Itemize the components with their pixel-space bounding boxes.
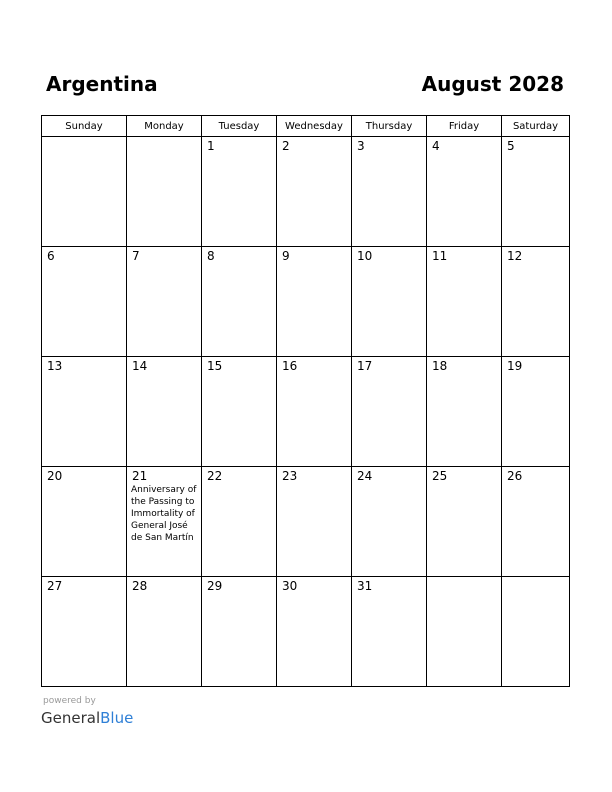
day-cell xyxy=(352,137,427,247)
footer-branding xyxy=(41,696,133,728)
weekday-wednesday: Wednesday xyxy=(277,116,352,137)
week-row xyxy=(42,577,570,687)
day-number: 8 xyxy=(207,249,215,263)
powered-by-label: powered by xyxy=(43,696,96,706)
day-number: 13 xyxy=(47,359,63,373)
month-year-title: August 2028 xyxy=(421,72,564,96)
day-cell xyxy=(352,577,427,687)
day-cell xyxy=(127,247,202,357)
day-cell xyxy=(127,467,202,577)
brand-blue-text: Blue xyxy=(100,709,134,727)
day-cell xyxy=(202,357,277,467)
day-cell xyxy=(202,137,277,247)
day-number xyxy=(42,137,126,139)
day-cell xyxy=(127,577,202,687)
day-cell xyxy=(42,467,127,577)
day-number: 9 xyxy=(282,249,290,263)
weekday-thursday: Thursday xyxy=(352,116,427,137)
day-number: 2 xyxy=(282,139,290,153)
day-cell xyxy=(202,247,277,357)
weekday-friday: Friday xyxy=(427,116,502,137)
day-cell xyxy=(202,577,277,687)
day-number: 14 xyxy=(132,359,148,373)
day-number: 7 xyxy=(132,249,140,263)
day-number: 22 xyxy=(207,469,223,483)
day-number: 12 xyxy=(507,249,523,263)
day-cell xyxy=(352,467,427,577)
day-cell xyxy=(277,137,352,247)
day-cell xyxy=(502,467,570,577)
day-number: 23 xyxy=(282,469,298,483)
day-cell xyxy=(502,577,570,687)
weekday-sunday: Sunday xyxy=(42,116,127,137)
day-cell xyxy=(42,577,127,687)
day-cell xyxy=(427,467,502,577)
day-number: 10 xyxy=(357,249,373,263)
day-number: 17 xyxy=(357,359,373,373)
brand-general-text: General xyxy=(41,709,101,727)
weekday-monday: Monday xyxy=(127,116,202,137)
generalblue-logo[interactable] xyxy=(41,708,133,728)
day-cell xyxy=(427,137,502,247)
day-cell xyxy=(42,357,127,467)
day-number: 1 xyxy=(207,139,215,153)
day-number: 29 xyxy=(207,579,223,593)
day-number: 21 xyxy=(132,469,148,483)
day-number: 3 xyxy=(357,139,365,153)
day-number: 18 xyxy=(432,359,448,373)
day-number: 27 xyxy=(47,579,63,593)
day-number: 30 xyxy=(282,579,298,593)
day-number: 5 xyxy=(507,139,515,153)
week-row xyxy=(42,467,570,577)
day-cell xyxy=(277,247,352,357)
weekday-saturday: Saturday xyxy=(502,116,570,137)
day-cell xyxy=(202,467,277,577)
day-cell xyxy=(427,577,502,687)
day-cell xyxy=(277,577,352,687)
calendar-grid xyxy=(41,115,570,687)
day-number: 15 xyxy=(207,359,223,373)
day-cell xyxy=(42,137,127,247)
day-cell xyxy=(127,357,202,467)
day-number xyxy=(127,137,201,139)
country-title: Argentina xyxy=(46,72,158,96)
day-number: 25 xyxy=(432,469,448,483)
day-cell xyxy=(427,247,502,357)
day-number: 26 xyxy=(507,469,523,483)
day-cell xyxy=(277,357,352,467)
week-row xyxy=(42,247,570,357)
day-number xyxy=(502,577,569,579)
day-number: 4 xyxy=(432,139,440,153)
day-number xyxy=(427,577,501,579)
holiday-event: Anniversary of the Passing to Immortality of General José de San Martín xyxy=(131,485,197,543)
day-cell xyxy=(42,247,127,357)
day-cell xyxy=(502,137,570,247)
day-number: 24 xyxy=(357,469,373,483)
day-cell xyxy=(277,467,352,577)
week-row xyxy=(42,357,570,467)
day-cell xyxy=(502,247,570,357)
day-number: 16 xyxy=(282,359,298,373)
day-number: 11 xyxy=(432,249,448,263)
day-cell xyxy=(502,357,570,467)
day-cell xyxy=(427,357,502,467)
day-number: 31 xyxy=(357,579,373,593)
day-cell xyxy=(352,247,427,357)
day-number: 19 xyxy=(507,359,523,373)
day-cell xyxy=(352,357,427,467)
week-row xyxy=(42,137,570,247)
day-number: 28 xyxy=(132,579,148,593)
day-number: 20 xyxy=(47,469,63,483)
weekday-tuesday: Tuesday xyxy=(202,116,277,137)
day-number: 6 xyxy=(47,249,55,263)
day-cell xyxy=(127,137,202,247)
weekday-header-row xyxy=(42,116,570,137)
